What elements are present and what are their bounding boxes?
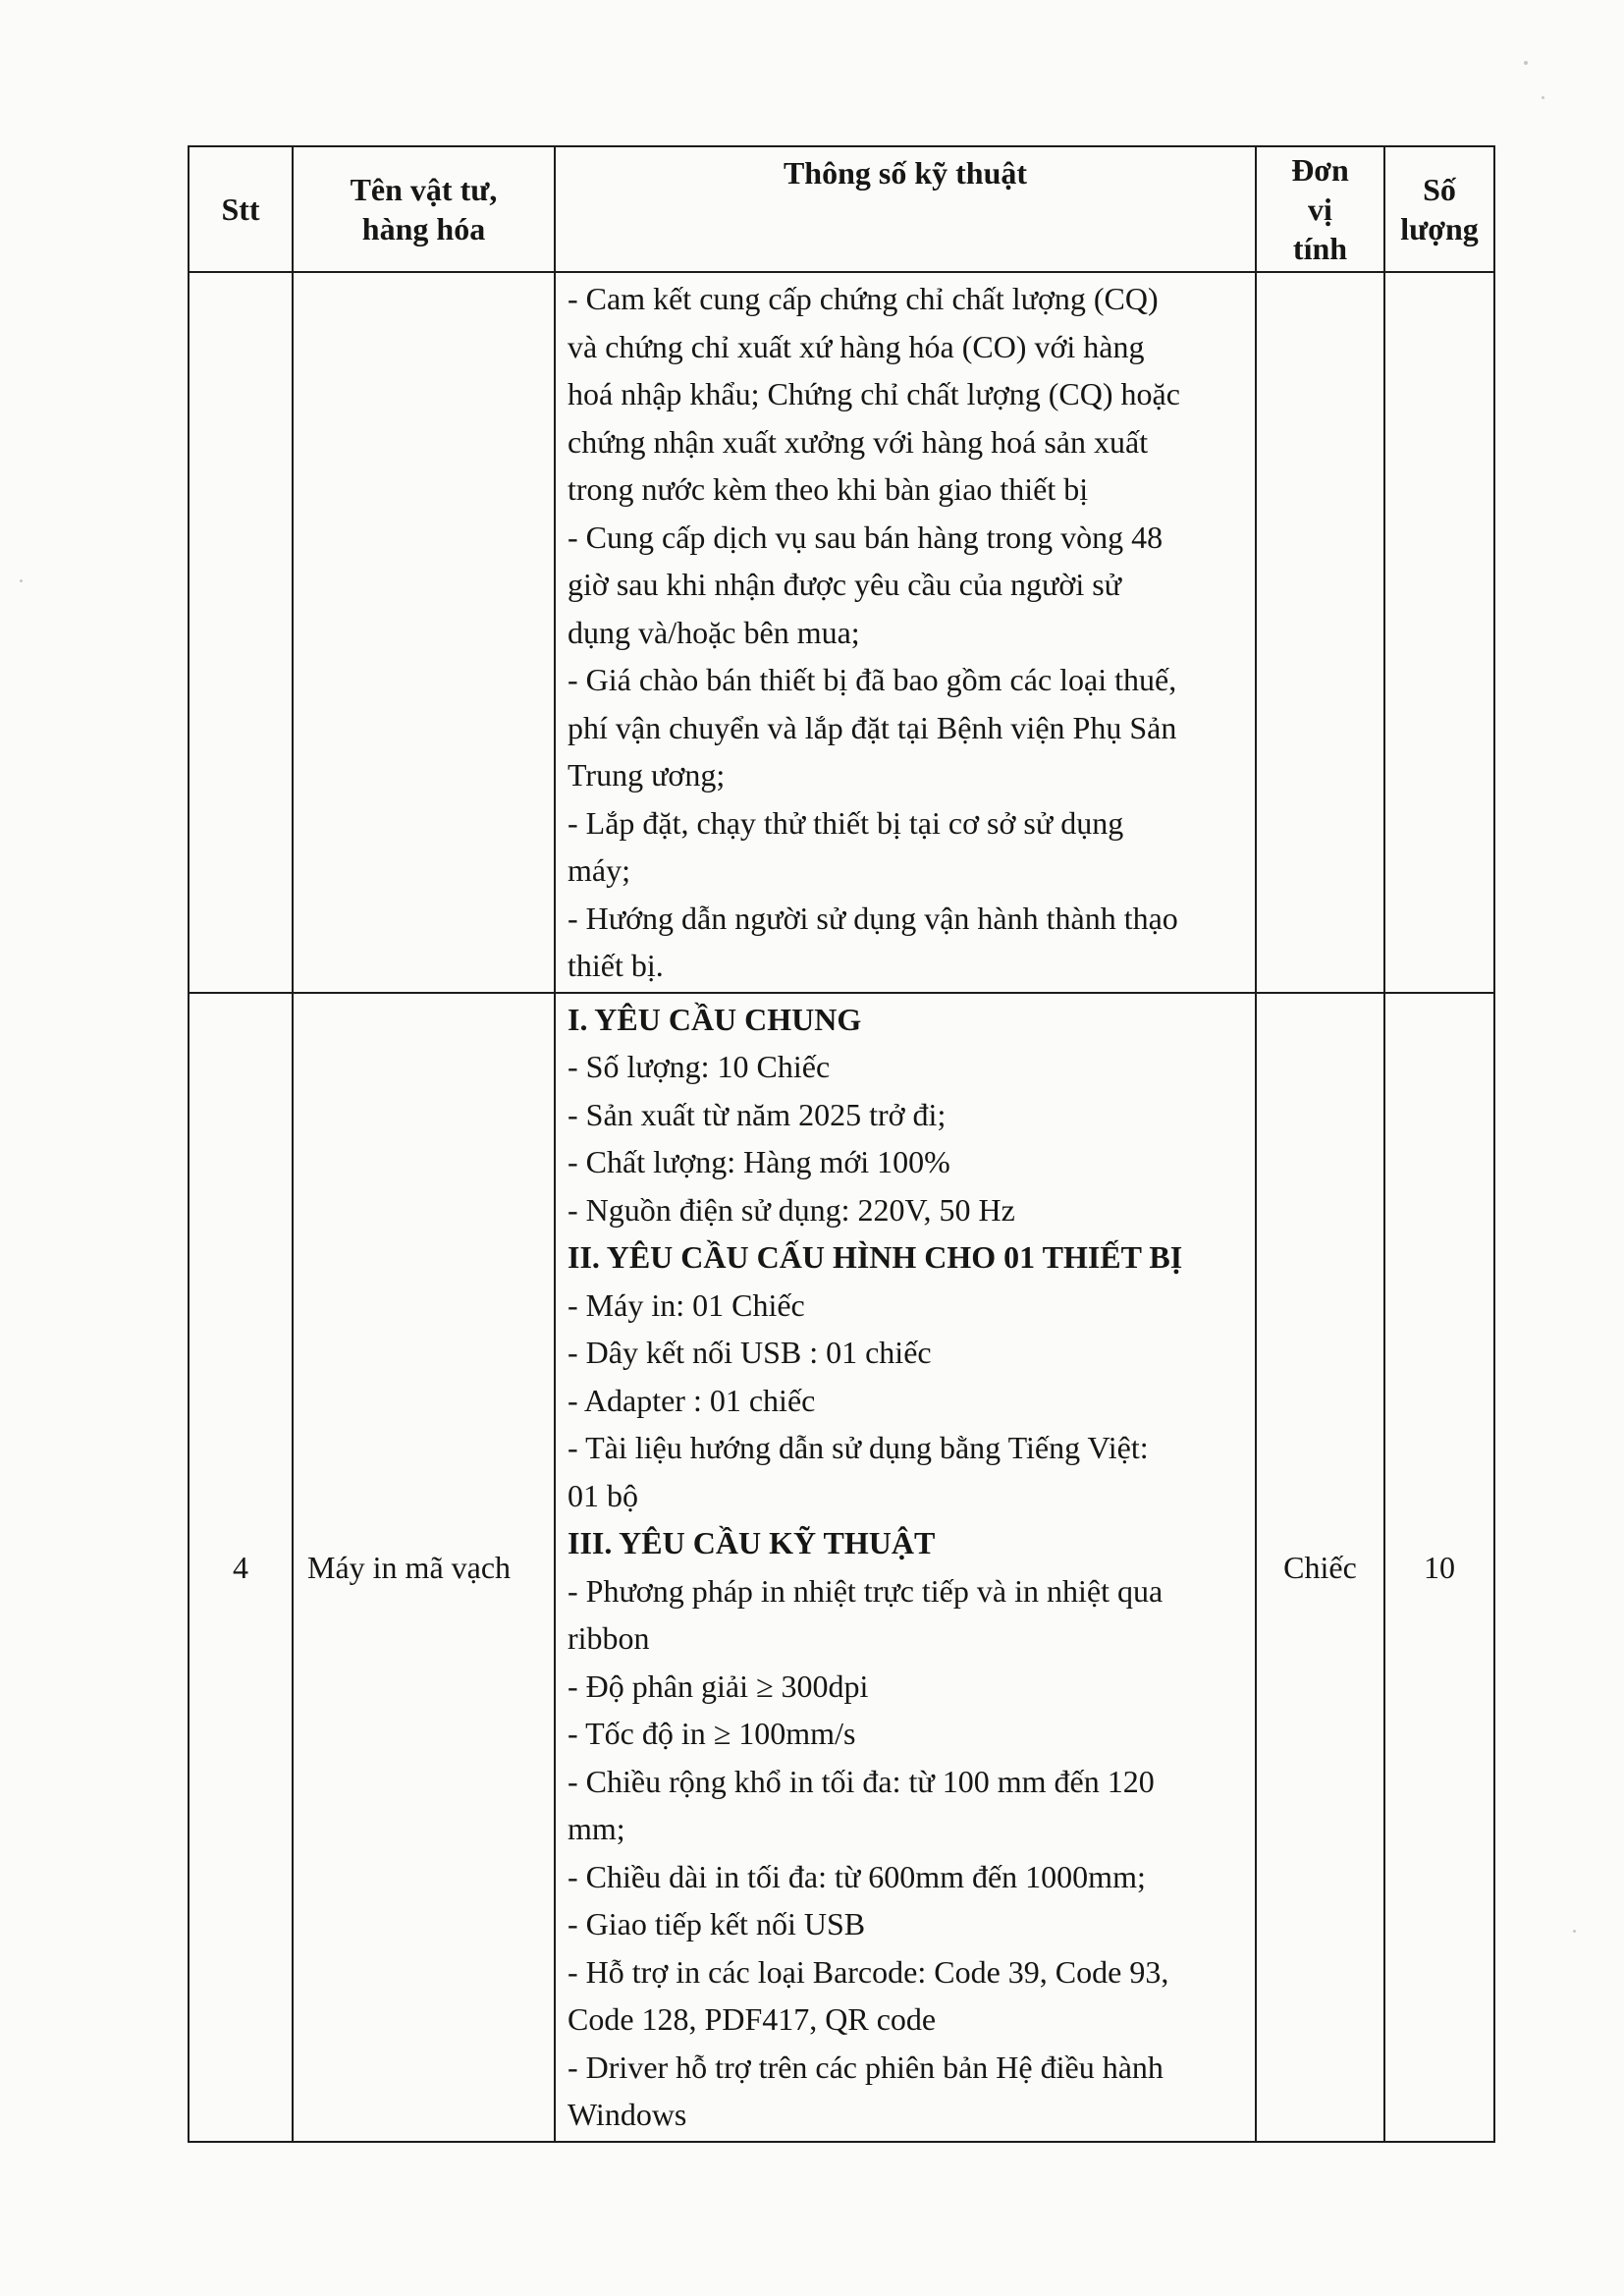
spec-table-page [188,145,1493,2143]
spec-line: - Cung cấp dịch vụ sau bán hàng trong vòng 48 [568,519,1164,555]
spec-line: - Nguồn điện sử dụng: 220V, 50 Hz [568,1191,1015,1228]
row-name [293,272,555,993]
spec-line: hoá nhập khẩu; Chứng chỉ chất lượng (CQ) hoặc [568,376,1180,411]
spec-line: trong nước kèm theo khi bàn giao thiết bị [568,471,1089,507]
row-stt [189,272,293,993]
spec-line: thiết bị. [568,948,664,983]
spec-lines [568,275,1247,990]
scan-speck [1573,1930,1576,1933]
spec-line: mm; [568,1811,625,1846]
spec-line: - Adapter : 01 chiếc [568,1382,816,1418]
spec-section-heading: II. YÊU CẦU CẤU HÌNH CHO 01 THIẾT BỊ [568,1239,1183,1275]
spec-line: - Tài liệu hướng dẫn sử dụng bằng Tiếng Việt: [568,1430,1149,1465]
scan-speck [1542,96,1544,99]
header-unit: Đơn vị tính [1256,146,1384,272]
header-stt: Stt [189,146,293,272]
row-stt: 4 [189,993,293,2142]
spec-line: - Giá chào bán thiết bị đã bao gồm các loại thuế, [568,662,1177,697]
spec-line: - Chiều dài in tối đa: từ 600mm đến 1000mm; [568,1858,1146,1894]
spec-line: - Cam kết cung cấp chứng chỉ chất lượng (CQ) [568,281,1159,316]
row-unit: Chiếc [1256,993,1384,2142]
table-row [189,272,1494,993]
scan-speck [1524,61,1528,65]
spec-line: và chứng chỉ xuất xứ hàng hóa (CO) với hàng [568,328,1145,364]
scan-speck [20,579,23,582]
spec-line: - Độ phân giải ≥ 300dpi [568,1667,869,1704]
spec-line: Windows [568,2097,687,2132]
header-name: Tên vật tư, hàng hóa [293,146,555,272]
spec-line: giờ sau khi nhận được yêu cầu của người sử [568,567,1121,602]
spec-section-heading: III. YÊU CẦU KỸ THUẬT [568,1525,936,1560]
spec-line: - Máy in: 01 Chiếc [568,1286,805,1323]
spec-line: máy; [568,852,630,888]
spec-line: - Giao tiếp kết nối USB [568,1906,866,1941]
spec-line: Trung ương; [568,757,726,793]
row-spec [555,272,1256,993]
spec-line: - Chất lượng: Hàng mới 100% [568,1144,950,1179]
spec-line: - Dây kết nối USB : 01 chiếc [568,1335,932,1370]
spec-line: - Hướng dẫn người sử dụng vận hành thành thạo [568,900,1178,936]
spec-lines [568,996,1247,2139]
spec-line: - Phương pháp in nhiệt trực tiếp và in nhiệt qua [568,1572,1164,1609]
row-spec [555,993,1256,2142]
row-name: Máy in mã vạch [293,993,555,2142]
spec-line: ribbon [568,1620,650,1656]
spec-table [188,145,1495,2143]
spec-line: - Chiều rộng khổ in tối đa: từ 100 mm đến 120 [568,1763,1155,1799]
header-qty: Số lượng [1384,146,1494,272]
spec-line: - Driver hỗ trợ trên các phiên bản Hệ điều hành [568,2049,1164,2085]
spec-line: Code 128, PDF417, QR code [568,2001,937,2037]
row-qty: 10 [1384,993,1494,2142]
spec-line: - Tốc độ in ≥ 100mm/s [568,1716,856,1751]
spec-line: dụng và/hoặc bên mua; [568,614,860,650]
table-row [189,993,1494,2142]
spec-line: chứng nhận xuất xưởng với hàng hoá sản xuất [568,423,1149,460]
spec-line: 01 bộ [568,1477,638,1513]
header-spec: Thông số kỹ thuật [555,146,1256,272]
spec-line: - Hỗ trợ in các loại Barcode: Code 39, Code 93, [568,1953,1169,1990]
spec-line: - Lắp đặt, chạy thử thiết bị tại cơ sở sử dụng [568,804,1124,841]
spec-line: phí vận chuyển và lắp đặt tại Bệnh viện Phụ Sản [568,709,1177,745]
spec-section-heading: I. YÊU CẦU CHUNG [568,1001,862,1037]
table-header-row [189,146,1494,272]
spec-line: - Sản xuất từ năm 2025 trở đi; [568,1096,947,1132]
row-qty [1384,272,1494,993]
spec-line: - Số lượng: 10 Chiếc [568,1049,831,1084]
row-unit [1256,272,1384,993]
